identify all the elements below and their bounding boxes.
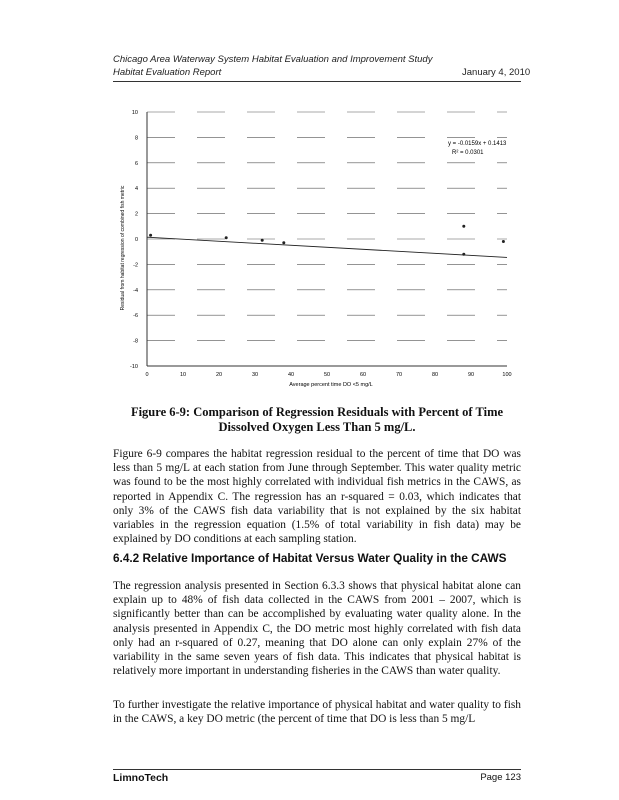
x-tick-label: 60 xyxy=(359,372,367,378)
y-tick-label: -8 xyxy=(133,338,138,345)
x-tick-label: 80 xyxy=(431,372,439,378)
header-title: Chicago Area Waterway System Habitat Evaluation and Improvement Study xyxy=(113,54,433,65)
x-tick-label: 30 xyxy=(251,372,259,378)
section-heading: 6.4.2 Relative Importance of Habitat Versus Water Quality in the CAWS xyxy=(113,551,507,565)
regression-equation: y = -0.0159x + 0.1413 xyxy=(448,141,507,147)
paragraph-figure-discussion: Figure 6-9 compares the habitat regression residual to the percent of time that DO was less than 5 mg/L at each station from June through September. This water quality metric was found to be the most highly correlated with individual fish metrics in the CAWS, as reported in Appendix C. The regression has an r-squared = 0.03, which indicates that only 3% of the CAWS fish data variability that is not explained by the six habitat variables in the regression equation (1.5% of total variability in fish data) may be explained by DO conditions at each sampling station. xyxy=(113,448,521,546)
y-tick-label: -4 xyxy=(133,287,138,294)
residual-scatter-chart xyxy=(110,88,522,400)
data-point xyxy=(149,234,152,237)
y-tick-label: 6 xyxy=(134,160,138,167)
data-point xyxy=(502,240,505,243)
y-tick-label: -2 xyxy=(133,262,138,269)
x-tick-label: 10 xyxy=(179,372,187,378)
y-tick-label: 10 xyxy=(131,110,138,116)
data-point xyxy=(462,253,465,256)
y-tick-label: -10 xyxy=(130,364,138,370)
y-tick-label: -6 xyxy=(133,313,138,320)
x-tick-label: 100 xyxy=(502,372,512,378)
data-point xyxy=(282,241,285,244)
y-tick-label: 8 xyxy=(134,135,138,142)
data-point xyxy=(462,225,465,228)
x-tick-label: 90 xyxy=(467,372,475,378)
chart-background xyxy=(110,88,522,400)
x-axis-label: Average percent time DO <5 mg/L xyxy=(289,382,373,388)
data-point xyxy=(225,236,228,239)
header-report-name: Habitat Evaluation Report xyxy=(113,67,222,78)
x-tick-label: 50 xyxy=(323,372,331,378)
y-tick-label: 0 xyxy=(134,237,138,243)
data-point xyxy=(261,239,264,242)
paragraph-further-investigation: To further investigate the relative importance of physical habitat and water quality to fish in the CAWS, a key DO metric (the percent of time that DO is less than 5 mg/L xyxy=(113,699,521,726)
paragraph-regression-analysis: The regression analysis presented in Section 6.3.3 shows that physical habitat alone can explain up to 48% of fish data collected in the CAWS from 2001 – 2007, which is significantly better than can be accomplished by evaluating water quality alone. In the analysis presented in Appendix C, the DO metric most highly correlated with fish data only had an r-squared of 0.27, meaning that DO alone can only explain 27% of the variability in the same seven years of fish data. This indicates that physical habitat is relatively more important in understanding fisheries in the CAWS than water quality. xyxy=(113,580,521,678)
x-tick-label: 20 xyxy=(215,372,223,378)
footer-page-number: Page 123 xyxy=(480,772,521,783)
y-axis-label: Residual from habitat regression of combined fish metric xyxy=(120,185,126,311)
y-tick-label: 4 xyxy=(134,186,138,193)
header-rule xyxy=(113,81,521,82)
r-squared-label: R² = 0.0301 xyxy=(452,150,484,156)
figure-caption: Figure 6-9: Comparison of Regression Residuals with Percent of Time Dissolved Oxygen Less Than 5 mg/L. xyxy=(130,405,504,434)
footer-rule xyxy=(113,769,521,770)
x-tick-label: 40 xyxy=(287,372,295,378)
x-tick-label: 70 xyxy=(395,372,403,378)
y-tick-label: 2 xyxy=(134,211,138,218)
x-tick-label: 0 xyxy=(145,372,149,378)
footer-company: LimnoTech xyxy=(113,772,169,784)
header-date: January 4, 2010 xyxy=(462,67,531,78)
